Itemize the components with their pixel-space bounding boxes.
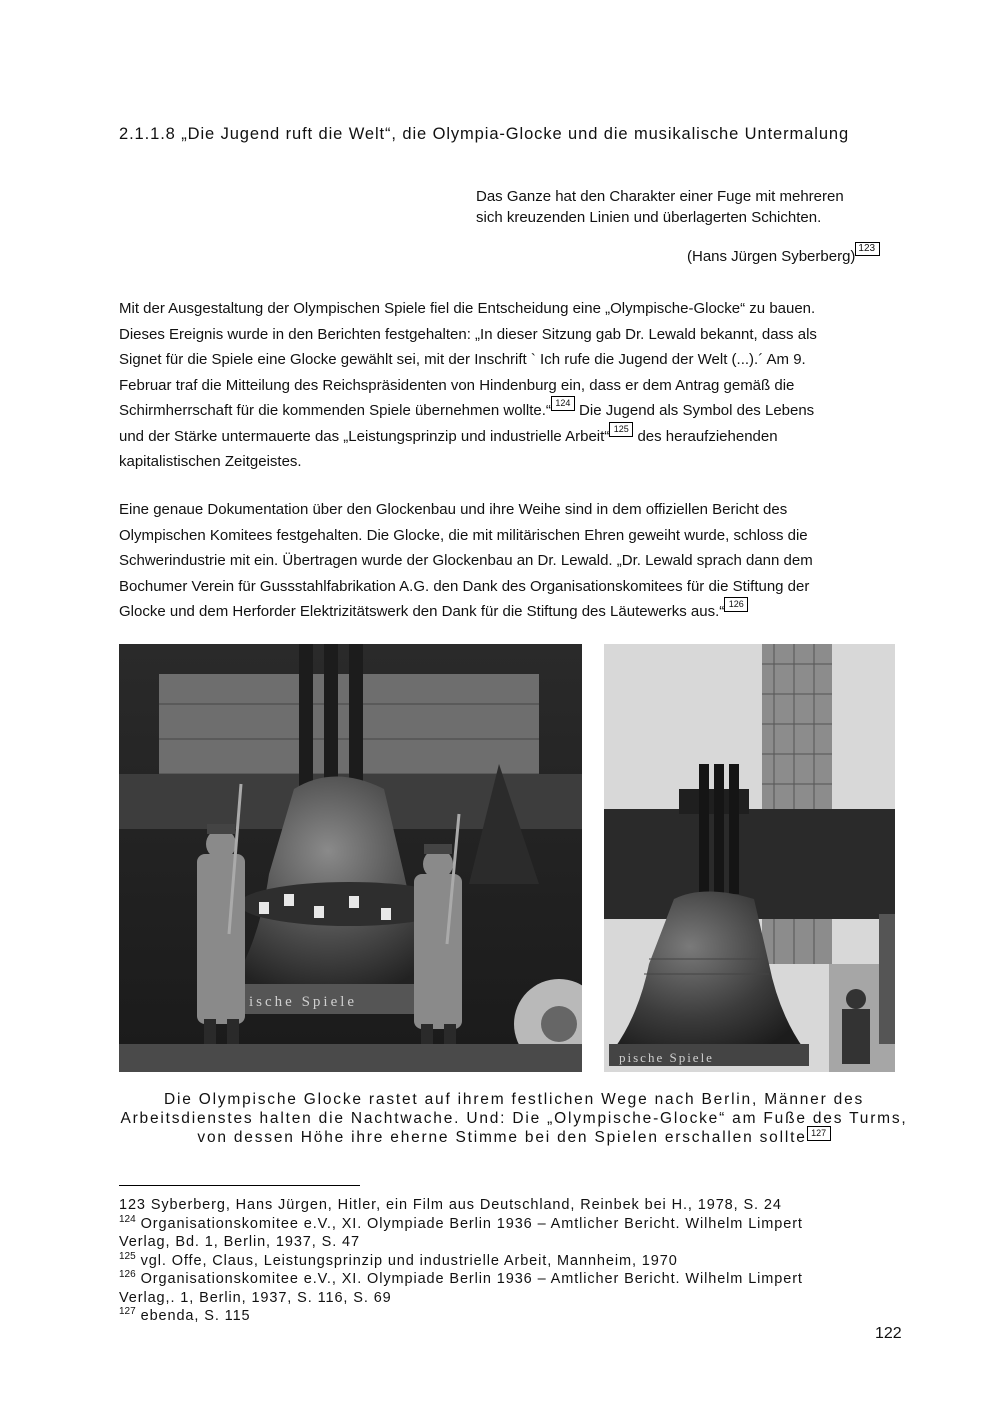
- footnotes: [119, 1196, 899, 1326]
- footnote-text: vgl. Offe, Claus, Leistungsprinzip und industrielle Arbeit, Mannheim, 1970: [135, 1252, 678, 1269]
- text-segment: von dessen Höhe ihre eherne Stimme bei den Spielen erschallen sollte: [197, 1129, 807, 1146]
- paragraph-2: [119, 497, 909, 625]
- footnote-124-cont: Verlag, Bd. 1, Berlin, 1937, S. 47: [119, 1234, 360, 1250]
- text-segment: Schirmherrschaft für die kommenden Spiele übernehmen wollte.“: [119, 402, 551, 419]
- epigraph-line: sich kreuzenden Linien und überlagerten Schichten.: [476, 209, 822, 226]
- text-segment: Glocke und dem Herforder Elektrizitätswerk den Dank für die Stiftung des Läutewerks aus.“: [119, 603, 725, 620]
- text-line: Eine genaue Dokumentation über den Glockenbau und ihre Weihe sind in dem offiziellen Bericht des: [119, 501, 788, 518]
- text-line: [119, 424, 909, 450]
- footnote-text: Organisationskomitee e.V., XI. Olympiade Berlin 1936 – Amtlicher Bericht. Wilhelm Limpert: [135, 1271, 803, 1287]
- epigraph: [476, 186, 896, 228]
- footnote-divider: [119, 1185, 360, 1186]
- footnote-126: [119, 1270, 899, 1289]
- footnote-text: Organisationskomitee e.V., XI. Olympiade Berlin 1936 – Amtlicher Bericht. Wilhelm Limpert: [135, 1215, 803, 1232]
- footnote-ref-124[interactable]: 124: [551, 396, 575, 411]
- footnote-125: [119, 1252, 899, 1271]
- text-line: Dieses Ereignis wurde in den Berichten festgehalten: „In dieser Sitzung gab Dr. Lewald bekannt, dass als: [119, 325, 817, 343]
- text-segment: und der Stärke untermauerte das „Leistungsprinzip und industrielle Arbeit“: [119, 427, 610, 445]
- text-line: Schwerindustrie mit ein. Übertragen wurde der Glockenbau an Dr. Lewald. „Dr. Lewald sprach dann dem: [119, 552, 813, 569]
- text-segment: des heraufziehenden: [633, 427, 778, 445]
- photo-bell-night-guard-image: [119, 644, 582, 1072]
- footnote-ref-126[interactable]: 126: [724, 597, 748, 612]
- footnote-number: 125: [119, 1250, 136, 1262]
- epigraph-author: (Hans Jürgen Syberberg): [687, 248, 856, 265]
- footnote-127: [119, 1307, 899, 1326]
- caption-line: [119, 1128, 909, 1147]
- caption-line: Arbeitsdienstes halten die Nachtwache. Und: Die „Olympische-Glocke“ am Fuße des Turms,: [120, 1110, 908, 1127]
- text-line: kapitalistischen Zeitgeistes.: [119, 453, 302, 470]
- footnote-ref-127[interactable]: 127: [807, 1126, 831, 1141]
- text-line: [119, 599, 909, 625]
- text-line: Mit der Ausgestaltung der Olympischen Spiele fiel die Entscheidung eine „Olympische-Glocke“ zu bauen.: [119, 300, 816, 317]
- footnote-number: 124: [119, 1213, 136, 1225]
- footnote-124: [119, 1215, 899, 1234]
- footnote-ref-123[interactable]: 123: [855, 242, 880, 256]
- footnote-ref-125[interactable]: 125: [609, 422, 633, 437]
- photo-bell-night-guard: [119, 644, 582, 1072]
- text-line: Februar traf die Mitteilung des Reichspräsidenten von Hindenburg ein, dass er dem Antrag gemäß die: [119, 376, 795, 394]
- text-line: [119, 398, 909, 424]
- footnote-126-cont: Verlag,. 1, Berlin, 1937, S. 116, S. 69: [119, 1289, 392, 1306]
- text-line: Olympischen Komitees festgehalten. Die Glocke, die mit militärischen Ehren geweiht wurde, schloss die: [119, 526, 808, 544]
- figure-caption: [119, 1090, 909, 1147]
- footnote-text: ebenda, S. 115: [135, 1308, 251, 1324]
- epigraph-source: [687, 243, 880, 265]
- footnote-number: 126: [119, 1269, 136, 1281]
- photo-bell-tower-image: [604, 644, 895, 1072]
- footnote-123: 123 Syberberg, Hans Jürgen, Hitler, ein Film aus Deutschland, Reinbek bei H., 1978, S. 24: [119, 1197, 782, 1213]
- footnote-number: 127: [119, 1306, 136, 1318]
- text-segment: Die Jugend als Symbol des Lebens: [574, 402, 815, 419]
- bell-inscription: ische Spiele: [249, 994, 358, 1010]
- paragraph-1: [119, 296, 909, 475]
- section-heading: 2.1.1.8 „Die Jugend ruft die Welt“, die Olympia-Glocke und die musikalische Untermalung: [119, 125, 850, 143]
- bell-inscription: pische Spiele: [619, 1050, 714, 1065]
- text-line: Signet für die Spiele eine Glocke gewählt sei, mit der Inschrift ` Ich rufe die Jugend der Welt (...).´ Am 9.: [119, 351, 806, 368]
- photo-bell-tower: [604, 644, 895, 1072]
- caption-line: Die Olympische Glocke rastet auf ihrem festlichen Wege nach Berlin, Männer des: [163, 1091, 865, 1108]
- epigraph-line: Das Ganze hat den Charakter einer Fuge mit mehreren: [476, 188, 844, 205]
- page-number: 122: [875, 1325, 902, 1342]
- text-line: Bochumer Verein für Gussstahlfabrikation A.G. den Dank des Organisationskomitees für die Stiftung der: [119, 577, 810, 595]
